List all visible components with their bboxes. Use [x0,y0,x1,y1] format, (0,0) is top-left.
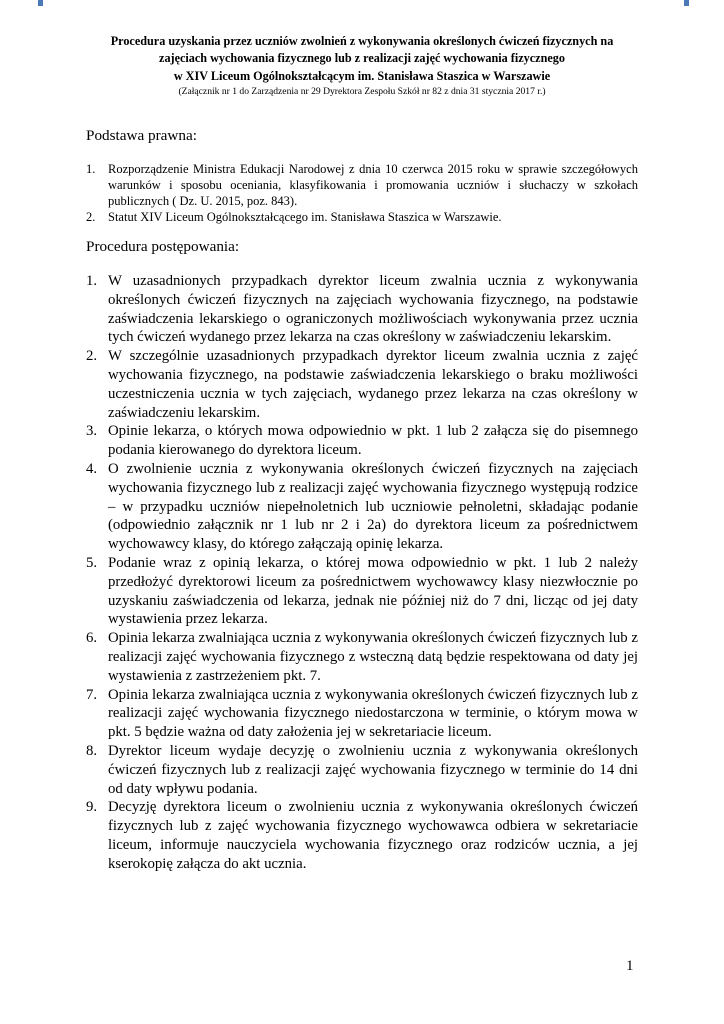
list-item-number: 2. [86,348,98,365]
list-item-text: Podanie wraz z opinią lekarza, o której mowa odpowiednio w pkt. 1 lub 2 należy przedłożyć dyrektorowi liceum za pośrednictwem wychowawcy klasy niezwłocznie po uzyskaniu zaświadczenia od lekarza, jednak nie później niż do 7 dni, licząc od jej daty wystawienia przez lekarza. [108,554,638,628]
list-item [86,686,638,742]
right-border-mark [684,0,689,6]
list-item [86,210,638,226]
list-item-text: W uzasadnionych przypadkach dyrektor liceum zwalnia ucznia z wykonywania określonych ćwiczeń fizycznych na zajęciach wychowania fizycznego, na podstawie zaświadczenia lekarskiego o ograniczonych możliwościach wykonywania przez ucznia tych ćwiczeń wydanego przez lekarza na czas określony w zaświadczeniu lekarskim. [108,273,638,346]
list-item-number: 4. [86,460,98,477]
list-item [86,554,638,629]
list-item-number: 3. [86,423,98,440]
list-item [86,422,638,460]
list-item [86,347,638,422]
list-item-number: 7. [86,686,98,703]
list-item-text: W szczególnie uzasadnionych przypadkach dyrektor liceum zwalnia ucznia z zajęć wychowania fizycznego, na podstawie zaświadczenia lekarskiego o braku możliwości uczestniczenia ucznia w tych zajęciach, wydanego przez lekarza na czas określony w zaświadczeniu lekarskim. [108,348,638,421]
list-item-text: Opinia lekarza zwalniająca ucznia z wykonywania określonych ćwiczeń fizycznych lub z realizacji zajęć wychowania fizycznego z wsteczną datą będzie respektowana od daty jej wystawienia z zastrzeżeniem pkt. 7. [108,630,638,684]
list-item-text: Dyrektor liceum wydaje decyzję o zwolnieniu ucznia z wykonywania określonych ćwiczeń fizycznych lub z realizacji zajęć wychowania fizycznego w terminie do 14 dni od daty wpływu podania. [108,742,638,797]
header-title-line-3: w XIV Liceum Ogólnokształcącym im. Stanisława Staszica w Warszawie [173,68,551,83]
list-item-number: 6. [86,630,98,647]
list-item-text: Opinia lekarza zwalniająca ucznia z wykonywania określonych ćwiczeń fizycznych lub z realizacji zajęć wychowania fizycznego niedostarczona w terminie, o którym mowa w pkt. 5 będzie ważna od daty założenia jej w sekretariacie liceum. [108,686,638,741]
list-item-number: 8. [86,742,98,759]
list-item [86,460,638,554]
header-title-line-1: Procedura uzyskania przez uczniów zwolnień z wykonywania określonych ćwiczeń fizycznych na [110,34,614,48]
list-item-number: 9. [86,799,98,816]
header-title-line-2: zajęciach wychowania fizycznego lub z realizacji zajęć wychowania fizycznego [159,51,565,66]
left-border-mark [38,0,43,6]
header-subtitle: (Załącznik nr 1 do Zarządzenia nr 29 Dyrektora Zespołu Szkół nr 82 z dnia 31 stycznia 2017 r.) [178,85,546,97]
list-item-text: O zwolnienie ucznia z wykonywania określonych ćwiczeń fizycznych na zajęciach wychowania fizycznego lub z realizacji zajęć wychowania fizycznego występują rodzice – w przypadku uczniów niepełnoletnich lub uczniowie pełnoletni, składając podanie (odpowiednio załącznik nr 1 lub nr 2 i 2a) do dyrektora liceum za pośrednictwem wychowawcy klasy, do którego załączają opinię lekarza. [108,460,638,553]
list-item [86,162,638,210]
list-item-text: Decyzję dyrektora liceum o zwolnieniu ucznia z wykonywania określonych ćwiczeń fizycznych lub z zajęć wychowania fizycznego wychowawca odbiera w sekretariacie liceum, informuje nauczyciela wychowania fizycznego oraz rodziców ucznia, a jej kserokopię załącza do akt ucznia. [108,799,638,872]
list-item-number: 1. [86,273,98,289]
list-item-text: Rozporządzenie Ministra Edukacji Narodowej z dnia 10 czerwca 2015 roku w sprawie szczegółowych warunków i sposobu oceniania, klasyfikowania i promowania uczniów i słuchaczy w szkołach publicznych ( Dz. U. 2015, poz. 843). [108,162,638,208]
page-number: 1 [626,958,634,974]
list-item [86,798,638,873]
list-item-text: Opinie lekarza, o których mowa odpowiednio w pkt. 1 lub 2 załącza się do pisemnego podania kierowanego do dyrektora liceum. [108,423,638,459]
procedure-list [86,272,638,874]
list-item-number: 2. [86,209,96,224]
list-item [86,272,638,347]
legal-basis-title: Podstawa prawna: [86,127,197,144]
procedure-title: Procedura postępowania: [86,238,240,255]
list-item-text: Statut XIV Liceum Ogólnokształcącego im. Stanisława Staszica w Warszawie. [108,209,502,224]
list-item [86,629,638,685]
list-item-number: 5. [86,554,98,571]
document-header [80,33,644,98]
legal-basis-list [86,162,638,226]
list-item-number: 1. [86,162,96,176]
list-item [86,742,638,798]
